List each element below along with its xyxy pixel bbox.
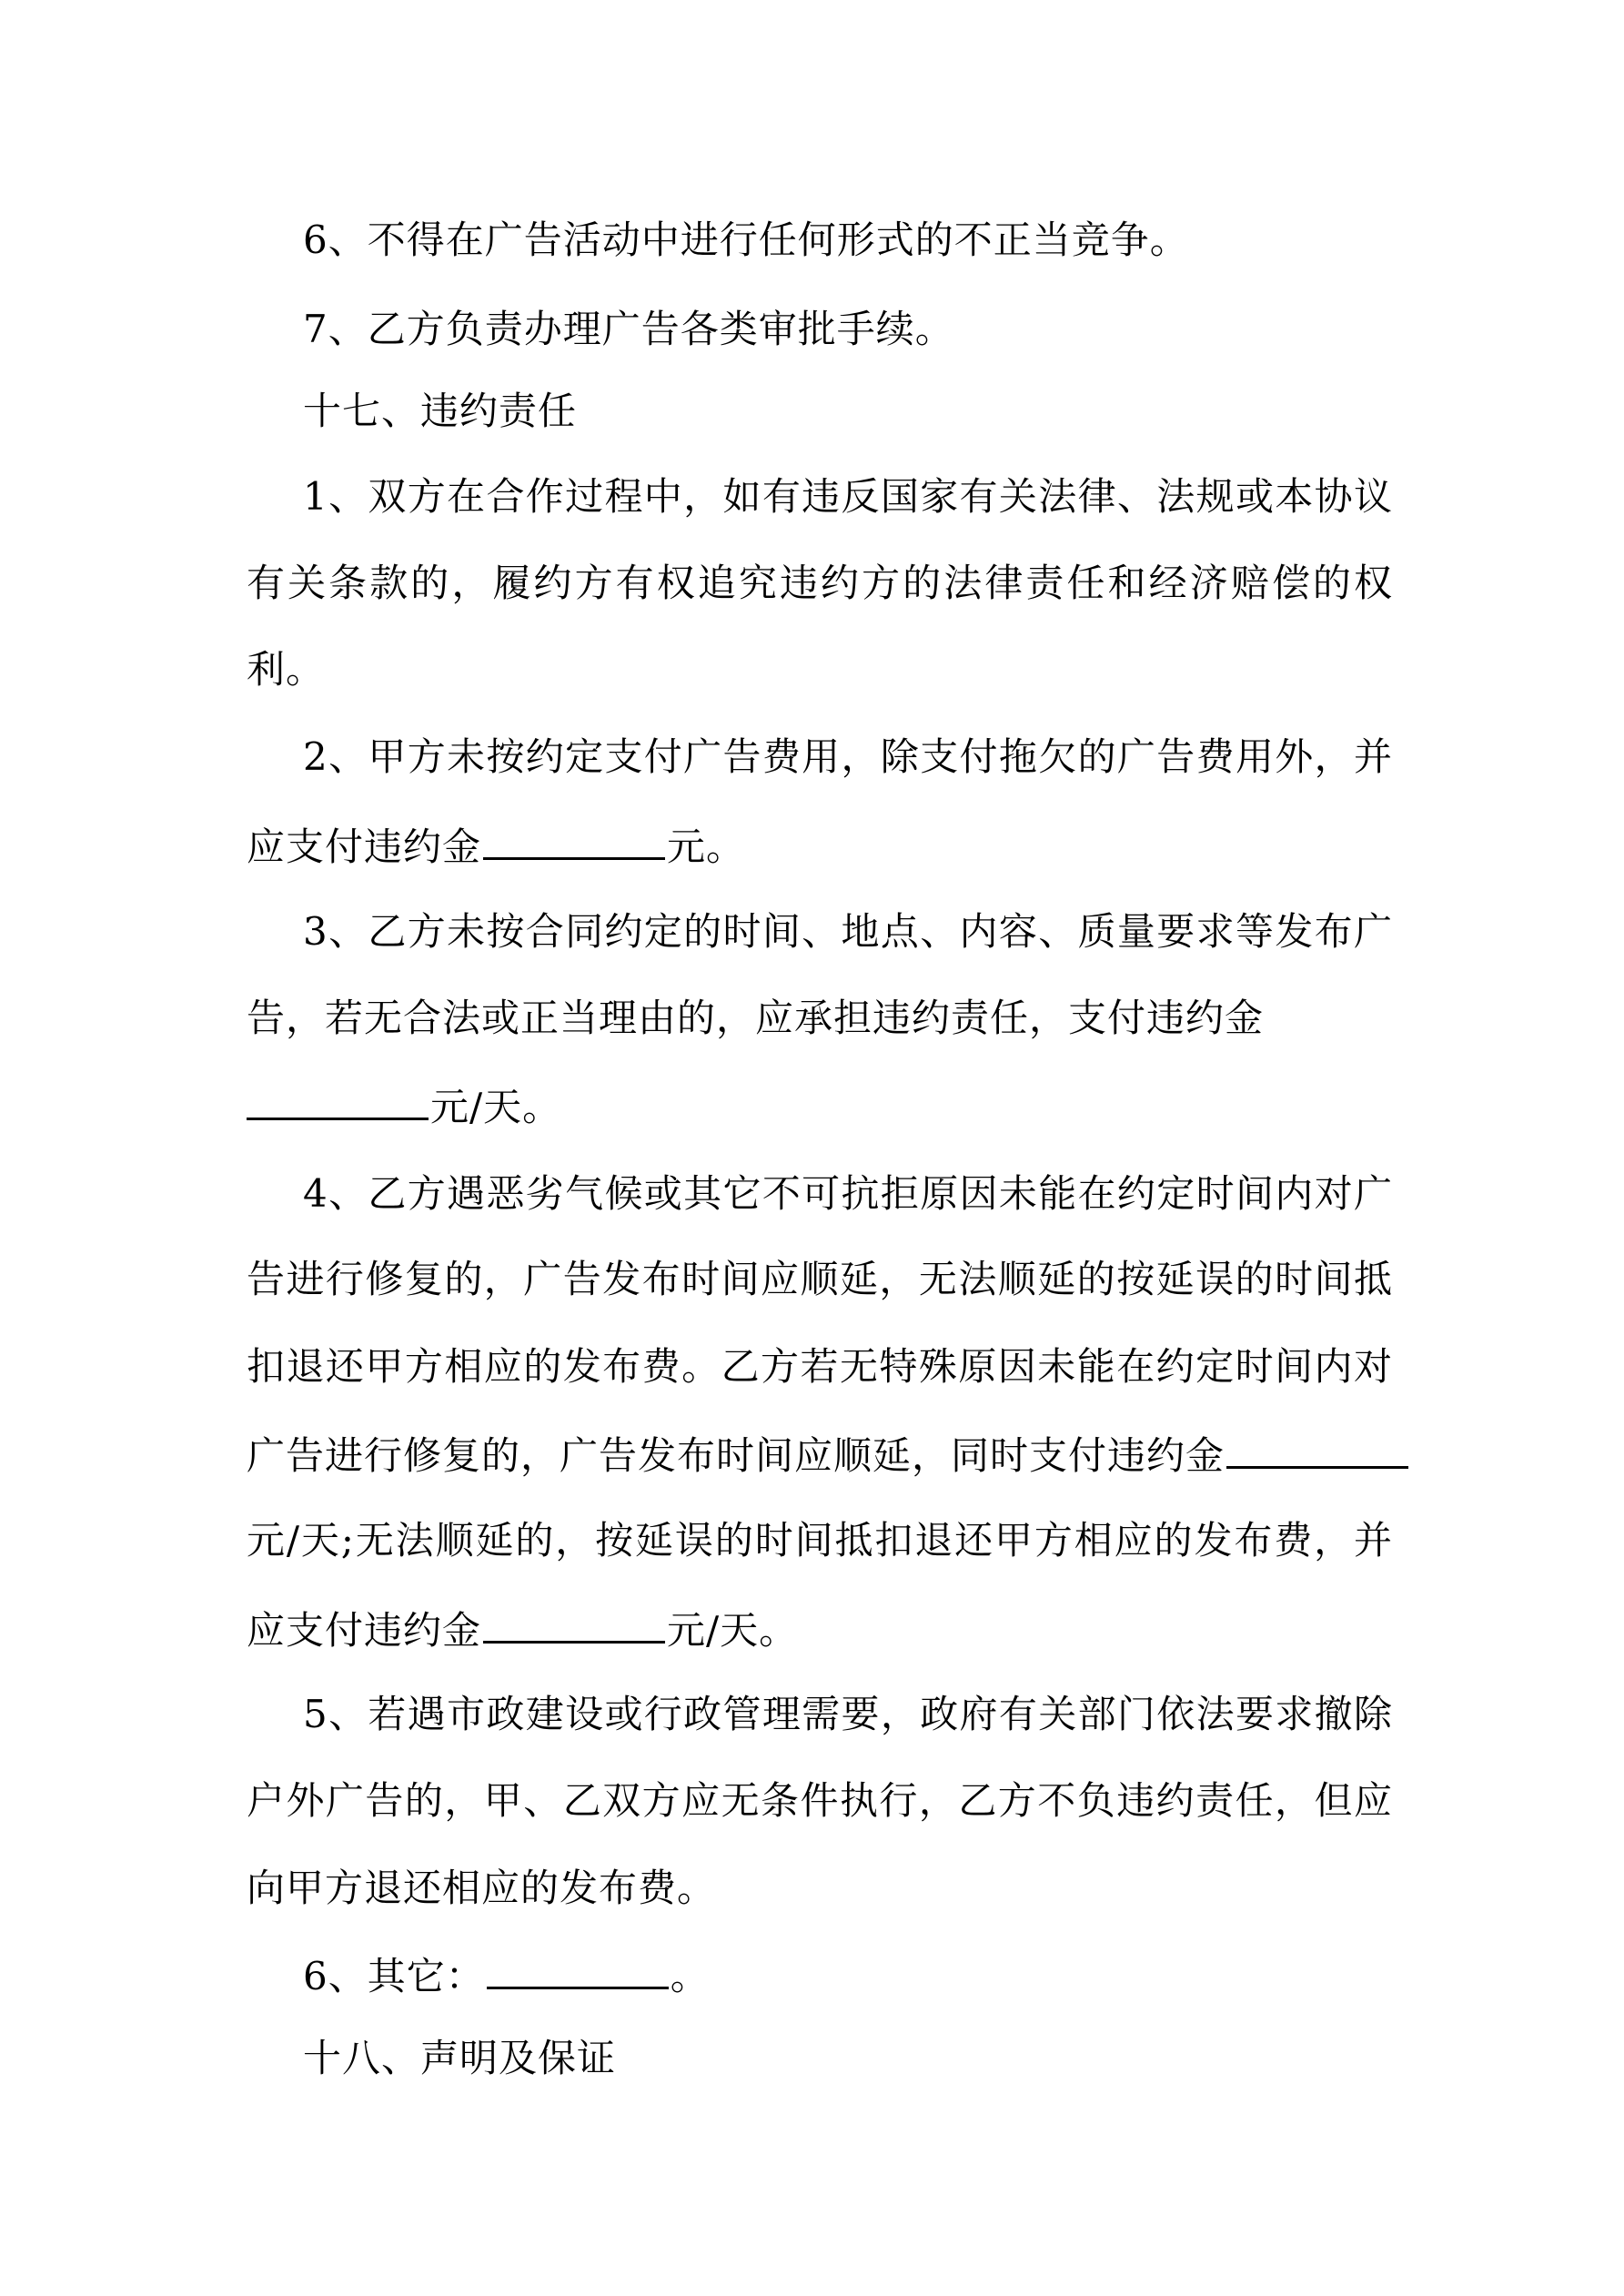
fill-in-blank — [1226, 1430, 1408, 1469]
clause-17-1-line-3: 利。 — [247, 647, 326, 692]
clause-17-2-text-a: 应支付违约金 — [247, 824, 482, 869]
fill-in-blank — [487, 1950, 669, 1989]
clause-17-4-line-5: 元/天;无法顺延的，按延误的时间抵扣退还甲方相应的发布费，并 — [247, 1518, 1393, 1563]
clause-17-4-text-c: 应支付违约金 — [247, 1608, 482, 1653]
clause-7-line: 7、乙方负责办理广告各类审批手续。 — [303, 307, 954, 351]
section-18-heading: 十八、声明及保证 — [303, 2036, 617, 2080]
clause-17-1-line-1: 1、双方在合作过程中，如有违反国家有关法律、法规或本协议 — [303, 474, 1393, 519]
clause-17-3-text-b: 元/天。 — [430, 1085, 562, 1129]
clause-17-2-line-2 — [247, 821, 1393, 868]
clause-17-4-line-2: 告进行修复的，广告发布时间应顺延，无法顺延的按延误的时间抵 — [247, 1257, 1393, 1301]
clause-17-2-text-b: 元。 — [667, 824, 746, 869]
fill-in-blank — [483, 1604, 665, 1644]
clause-17-5-line-2: 户外广告的，甲、乙双方应无条件执行，乙方不负违约责任，但应 — [247, 1778, 1393, 1823]
clause-17-6-line — [303, 1950, 1449, 1998]
clause-17-4-line-6 — [247, 1604, 1393, 1652]
clause-17-3-line-1: 3、乙方未按合同约定的时间、地点、内容、质量要求等发布广 — [303, 909, 1393, 954]
section-17-heading: 十七、违约责任 — [303, 389, 578, 433]
clause-17-6-text-b: 。 — [670, 1954, 710, 1998]
clause-17-4-text-a: 广告进行修复的，广告发布时间应顺延，同时支付违约金 — [247, 1433, 1226, 1478]
clause-17-5-line-1: 5、若遇市政建设或行政管理需要，政府有关部门依法要求撤除 — [303, 1692, 1393, 1736]
clause-17-5-line-3: 向甲方退还相应的发布费。 — [247, 1866, 717, 1910]
clause-17-4-text-d: 元/天。 — [667, 1608, 799, 1653]
clause-17-4-line-1: 4、乙方遇恶劣气候或其它不可抗拒原因未能在约定时间内对广 — [303, 1171, 1393, 1216]
clause-17-2-line-1: 2、甲方未按约定支付广告费用，除支付拖欠的广告费用外，并 — [303, 734, 1393, 779]
clause-17-3-line-3 — [247, 1081, 1393, 1128]
fill-in-blank — [247, 1081, 429, 1120]
clause-6-line: 6、不得在广告活动中进行任何形式的不正当竞争。 — [303, 217, 1189, 262]
clause-17-4-line-3: 扣退还甲方相应的发布费。乙方若无特殊原因未能在约定时间内对 — [247, 1344, 1393, 1389]
clause-17-4-line-4 — [247, 1430, 1393, 1477]
clause-17-1-line-2: 有关条款的，履约方有权追究违约方的法律责任和经济赔偿的权 — [247, 561, 1393, 605]
clause-17-6-text-a: 6、其它： — [303, 1954, 485, 1998]
fill-in-blank — [483, 821, 665, 860]
clause-17-3-line-2: 告，若无合法或正当理由的，应承担违约责任，支付违约金 — [247, 996, 1265, 1040]
